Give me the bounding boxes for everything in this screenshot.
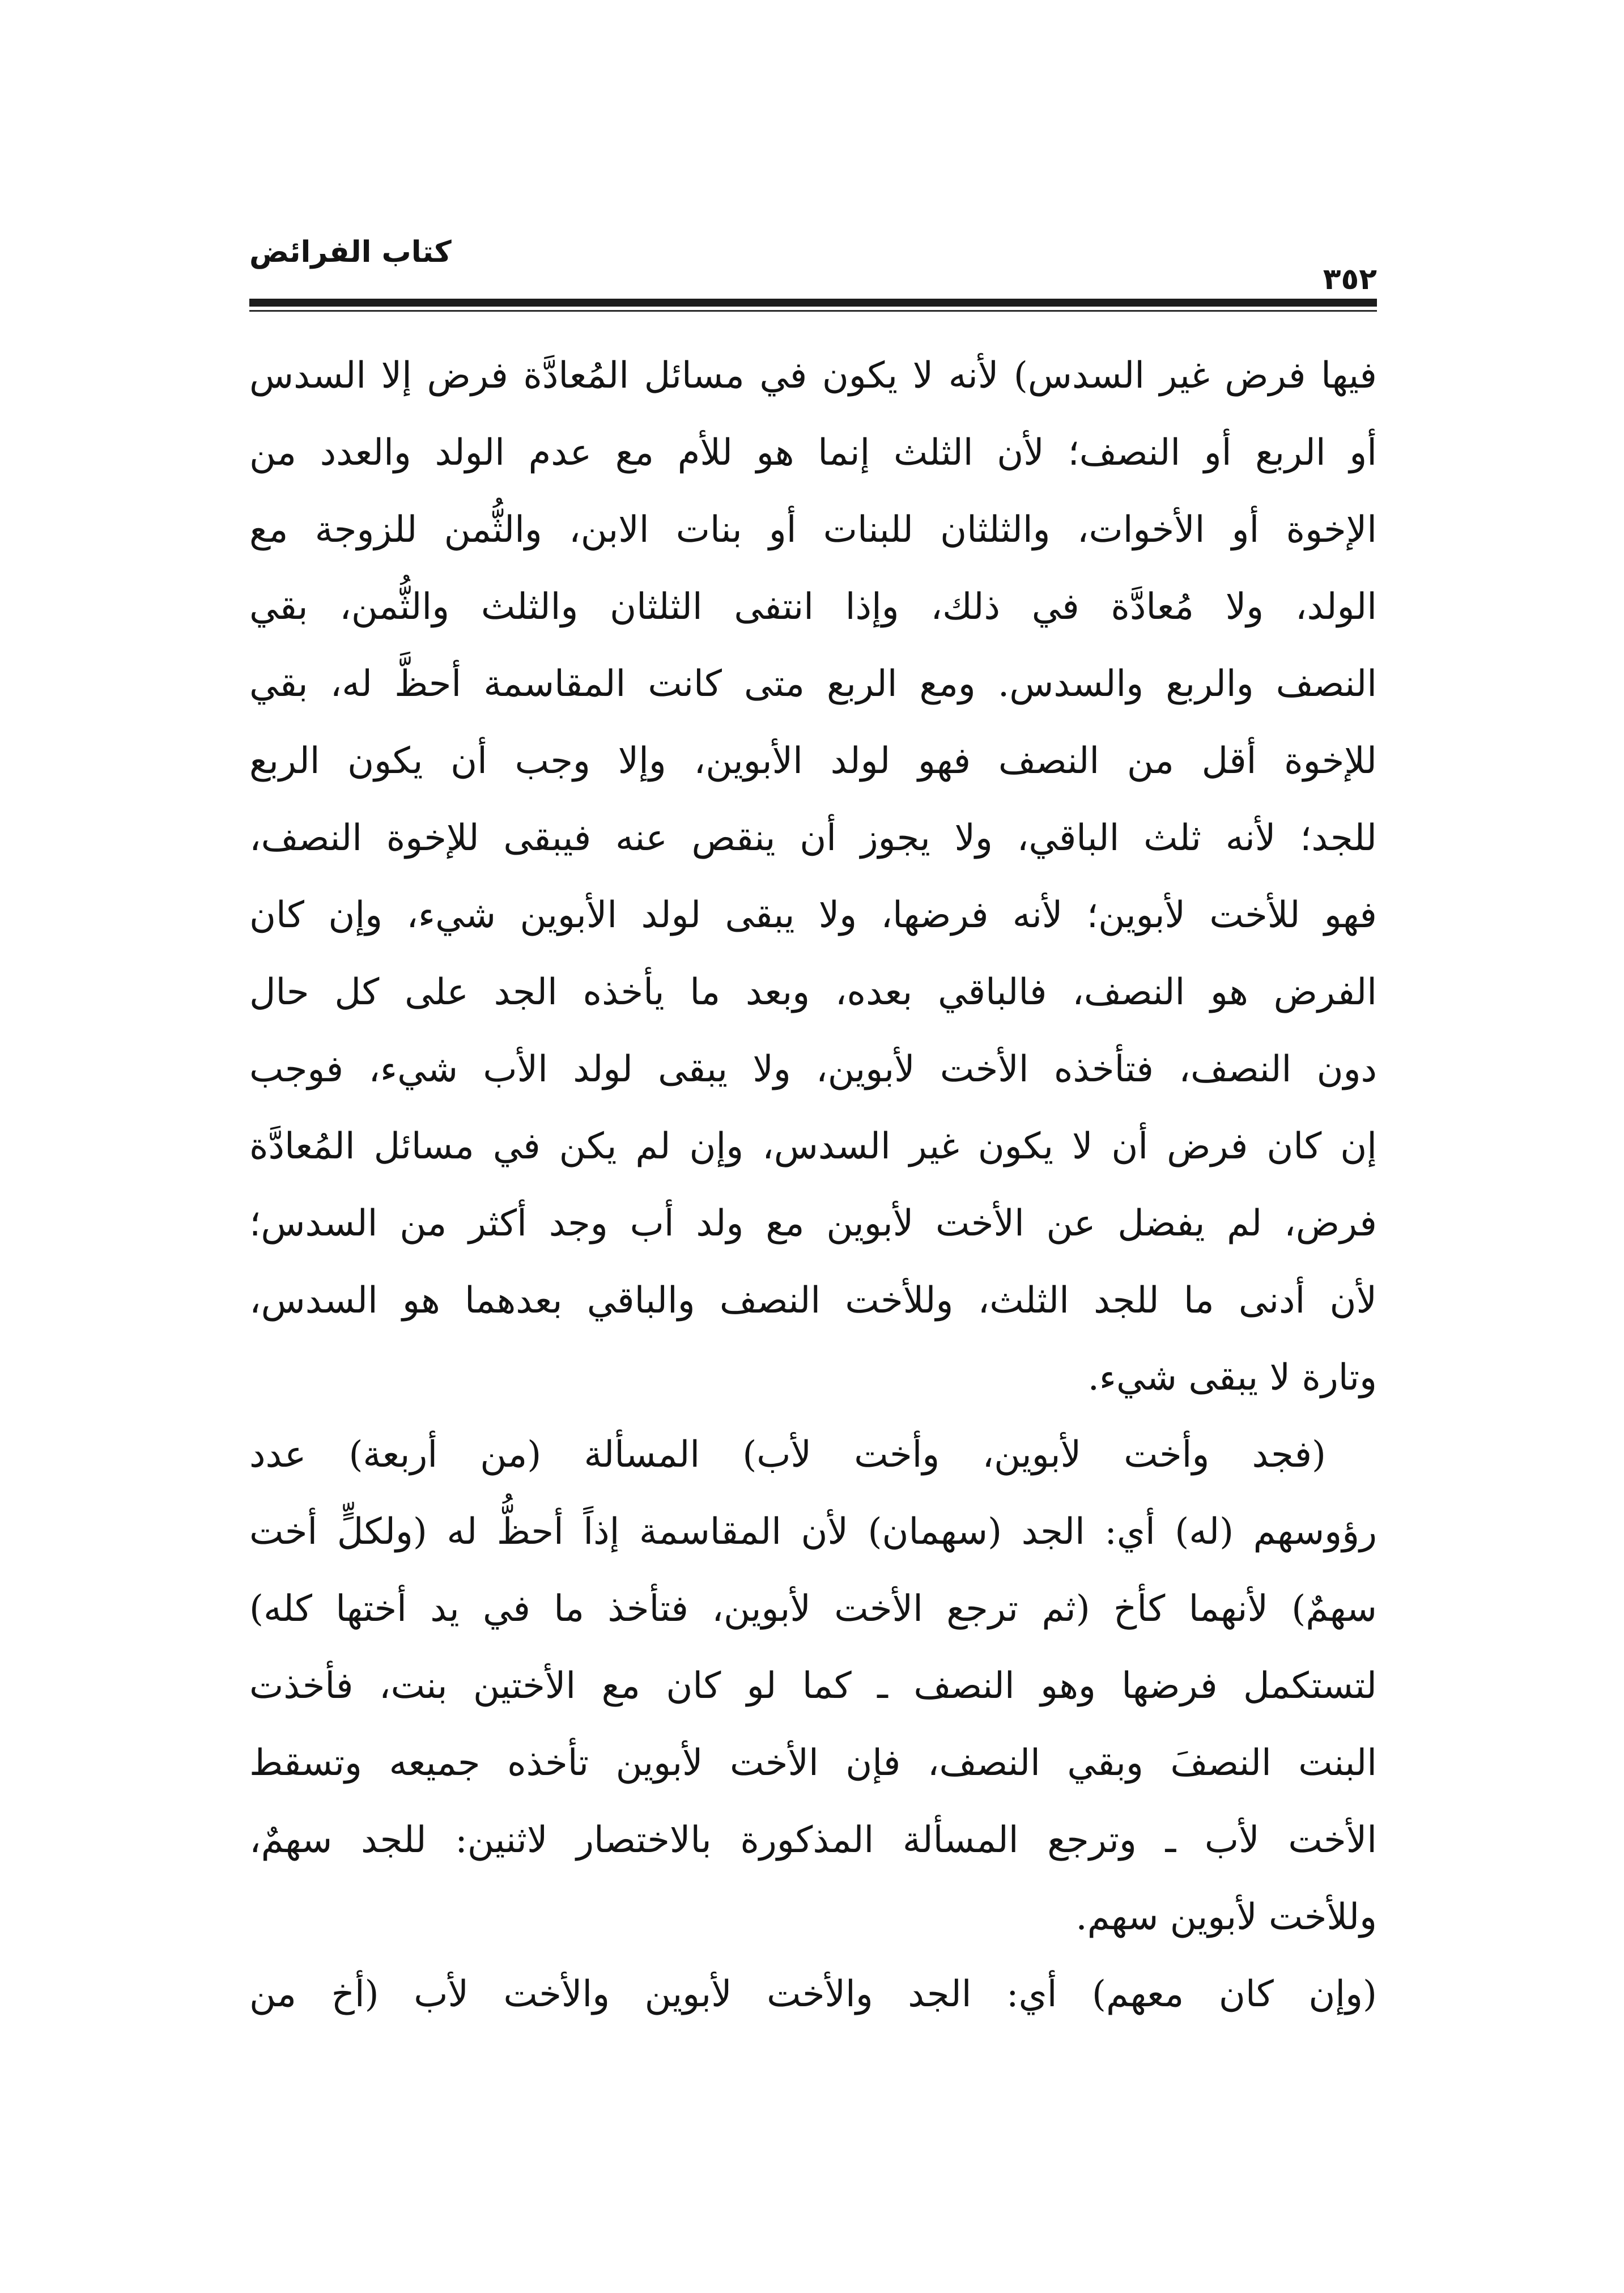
text-line: (وإن كان معهم) أي: الجد والأخت لأبوين والأخت لأب (أخ من [249,1973,1377,2015]
text-line: وللأخت لأبوين سهم. [1075,1896,1377,1938]
text-line: للإخوة أقل من النصف فهو لولد الأبوين، وإلا وجب أن يكون الربع [249,740,1377,782]
text-line: دون النصف، فتأخذه الأخت لأبوين، ولا يبقى لولد الأب شيء، فوجب [249,1048,1377,1090]
text-line: الولد، ولا مُعادَّة في ذلك، وإذا انتفى الثلثان والثلث والثُّمن، بقي [249,586,1377,628]
page-number: ٣٥٢ [1323,262,1377,296]
running-head [249,224,1377,309]
text-line: لتستكمل فرضها وهو النصف ـ كما لو كان مع الأختين بنت، فأخذت [249,1665,1377,1707]
book-title: كتاب الفرائض [249,235,452,269]
header-rule-thin [249,310,1377,312]
text-line: وتارة لا يبقى شيء. [1087,1357,1377,1399]
text-line: أو الربع أو النصف؛ لأن الثلث إنما هو للأم مع عدم الولد والعدد من [249,432,1377,474]
body-text [249,337,1377,2033]
text-line: الفرض هو النصف، فالباقي بعده، وبعد ما يأخذه الجد على كل حال [249,971,1377,1013]
text-line: (فجد وأخت لأبوين، وأخت لأب) المسألة (من أربعة) عدد [249,1434,1326,1476]
text-line: سهمٌ) لأنهما كأخ (ثم ترجع الأخت لأبوين، فتأخذ ما في يد أختها كله) [249,1588,1377,1630]
text-line: فرض، لم يفضل عن الأخت لأبوين مع ولد أب وجد أكثر من السدس؛ [249,1203,1377,1245]
text-line: إن كان فرض أن لا يكون غير السدس، وإن لم يكن في مسائل المُعادَّة [249,1126,1377,1167]
text-line: فيها فرض غير السدس) لأنه لا يكون في مسائل المُعادَّة فرض إلا السدس [249,355,1377,397]
text-line: النصف والربع والسدس. ومع الربع متى كانت المقاسمة أحظَّ له، بقي [249,663,1377,705]
text-line: رؤوسهم (له) أي: الجد (سهمان) لأن المقاسمة إذاً أحظُّ له (ولكلٍّ أخت [249,1511,1377,1553]
text-line: لأن أدنى ما للجد الثلث، وللأخت النصف والباقي بعدهما هو السدس، [249,1280,1377,1322]
text-line: الإخوة أو الأخوات، والثلثان للبنات أو بنات الابن، والثُّمن للزوجة مع [249,509,1377,551]
text-line: الأخت لأب ـ وترجع المسألة المذكورة بالاختصار لاثنين: للجد سهمٌ، [249,1819,1377,1861]
header-rule-thick [249,299,1377,307]
text-line: فهو للأخت لأبوين؛ لأنه فرضها، ولا يبقى لولد الأبوين شيء، وإن كان [249,894,1377,936]
text-line: للجد؛ لأنه ثلث الباقي، ولا يجوز أن ينقص عنه فيبقى للإخوة النصف، [249,817,1377,859]
text-line: البنت النصفَ وبقي النصف، فإن الأخت لأبوين تأخذه جميعه وتسقط [249,1742,1377,1784]
